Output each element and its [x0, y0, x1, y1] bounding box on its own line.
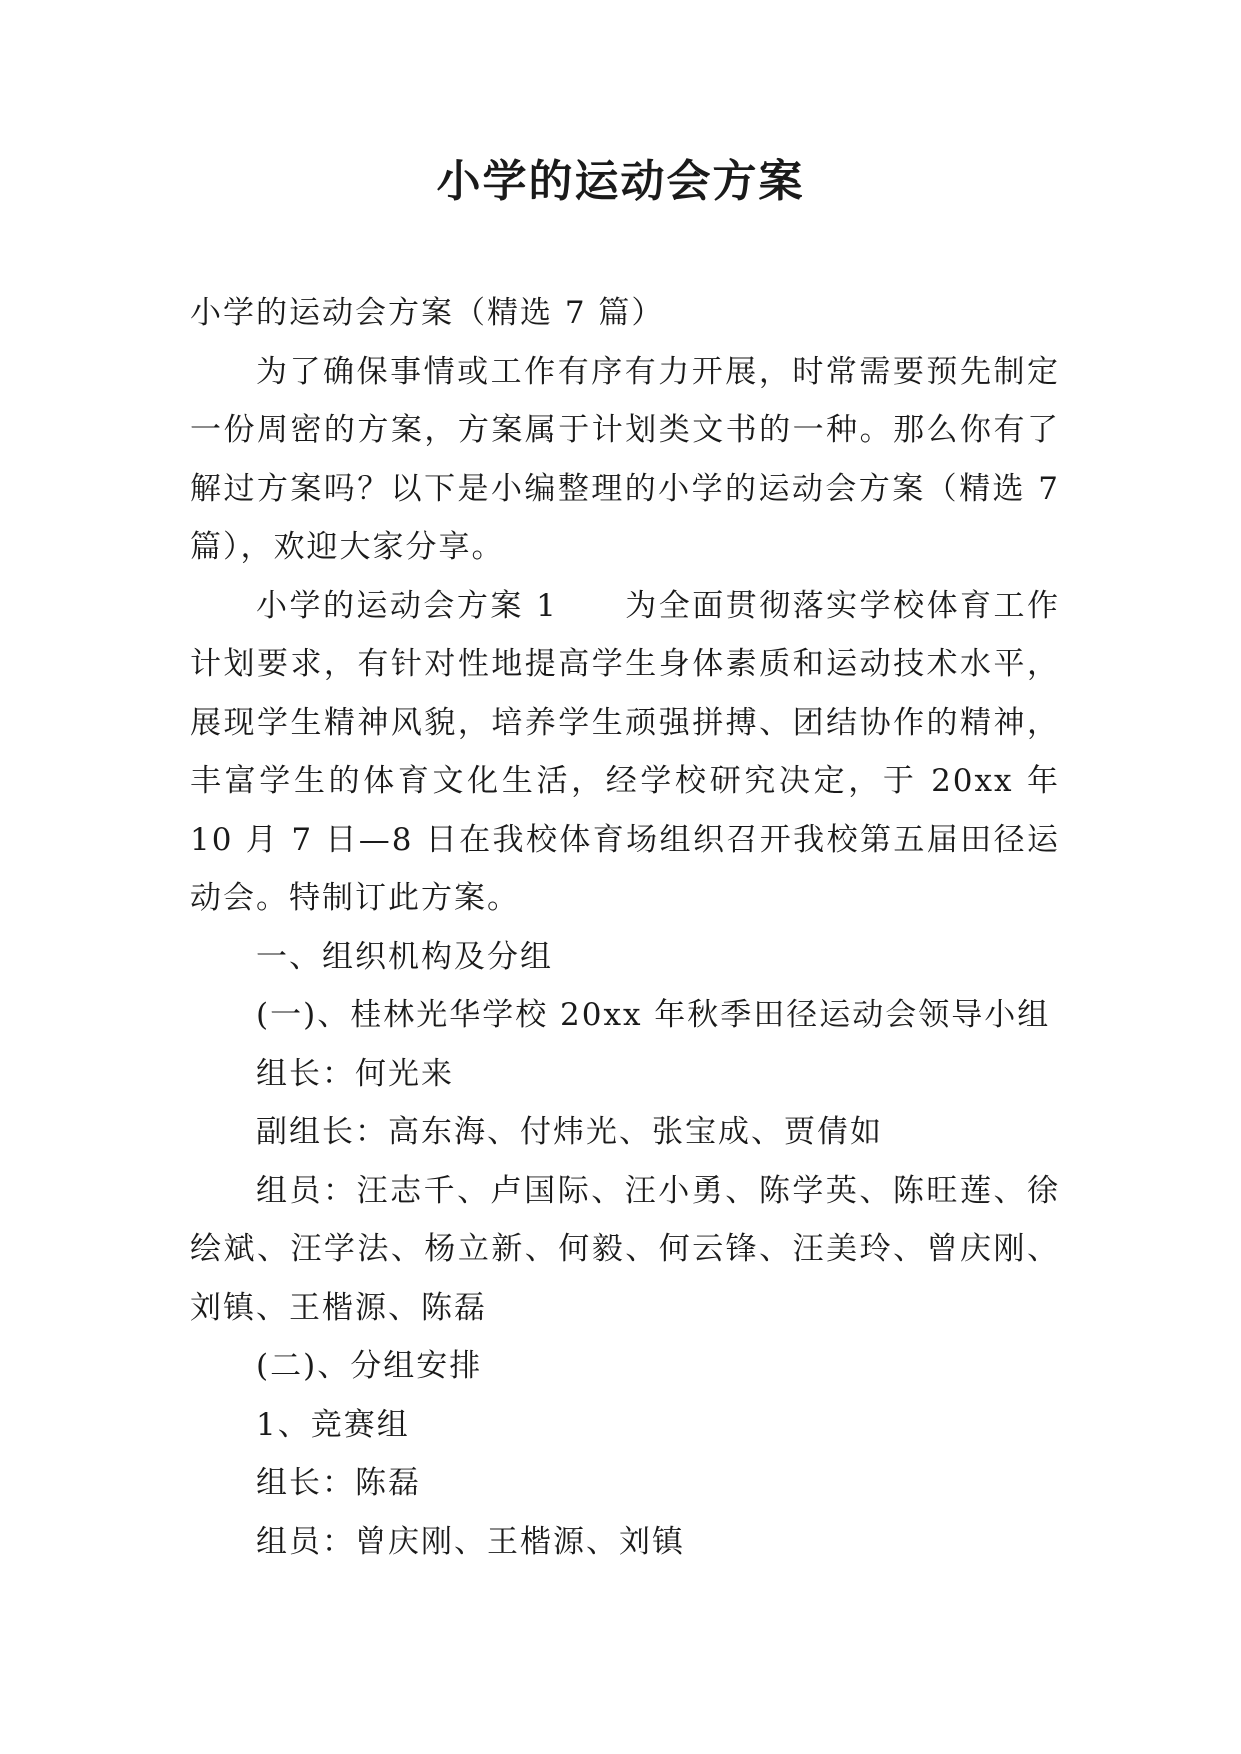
subsection-heading-leadership: (一)、桂林光华学校 20xx 年秋季田径运动会领导小组 [256, 997, 1051, 1033]
group-heading-competition: 1、竞赛组 [256, 1406, 410, 1443]
plan-1-paragraph: 小学的运动会方案 1 为全面贯彻落实学校体育工作计划要求，有针对性地提高学生身体素质和运动技术水平，展现学生精神风貌，培养学生顽强拼搏、团结协作的精神，丰富学生的体育文化生活，经学校研究决定，于 20xx 年 10 月 7 日—8 日在我校体育场组织召开我校第五届田径运动会。特制订此方案。 [190, 587, 1060, 916]
intro-paragraph: 为了确保事情或工作有序有力开展，时常需要预先制定一份周密的方案，方案属于计划类文书的一种。那么你有了解过方案吗？以下是小编整理的小学的运动会方案（精选 7 篇），欢迎大家分享。 [190, 353, 1060, 565]
competition-members-line: 组员：曾庆刚、王楷源、刘镇 [256, 1523, 685, 1560]
leader-line: 组长：何光来 [256, 1055, 454, 1092]
subsection-heading-groups: (二)、分组安排 [256, 1348, 483, 1384]
members-paragraph: 组员：汪志千、卢国际、汪小勇、陈学英、陈旺莲、徐绘斌、汪学法、杨立新、何毅、何云锋、汪美玲、曾庆刚、刘镇、王楷源、陈磊 [190, 1172, 1060, 1326]
document-title: 小学的运动会方案 [436, 156, 805, 207]
deputy-leader-line: 副组长：高东海、付炜光、张宝成、贾倩如 [256, 1114, 883, 1150]
section-heading-organization: 一、组织机构及分组 [256, 938, 553, 975]
competition-leader-line: 组长：陈磊 [256, 1465, 421, 1501]
document-body [190, 284, 1060, 1571]
document-subtitle: 小学的运动会方案（精选 7 篇） [190, 295, 665, 331]
